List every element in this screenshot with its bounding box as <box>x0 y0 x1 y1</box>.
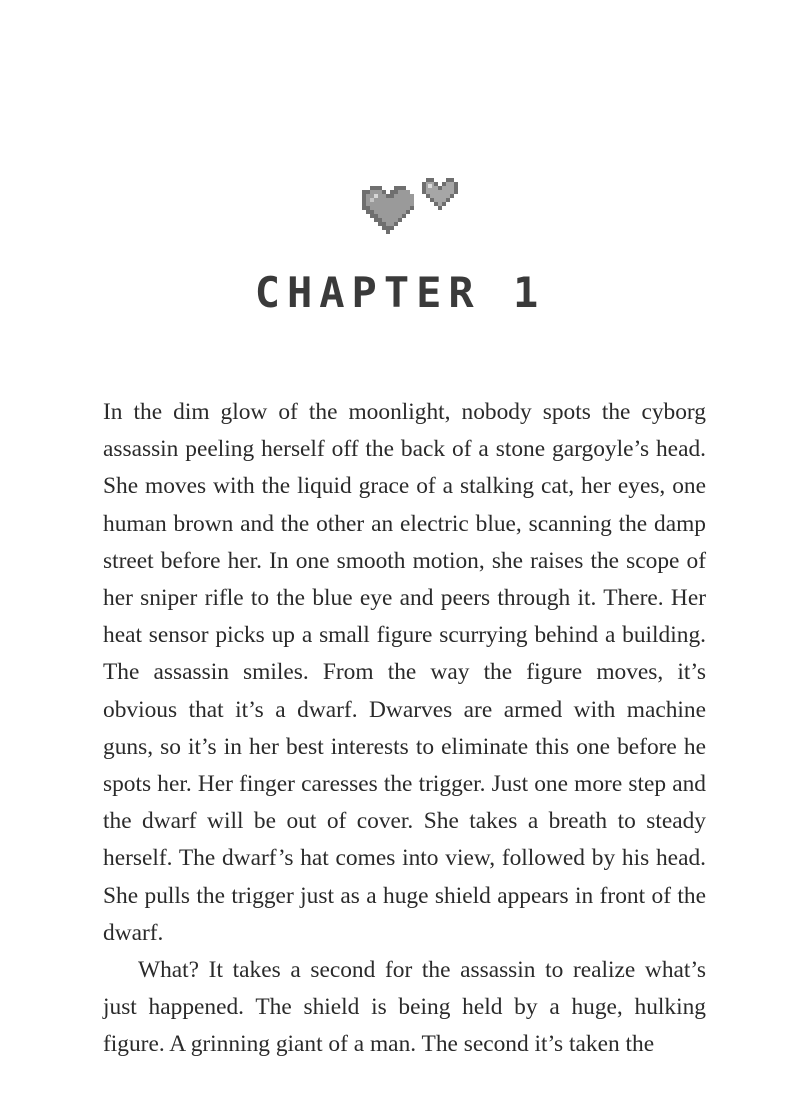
chapter-body <box>103 394 706 1064</box>
large-heart-icon <box>362 186 414 234</box>
small-heart-icon <box>422 178 458 210</box>
paragraph: What? It takes a second for the assassin to realize what’s just happened. The shield is being held by a huge, hulking figure. A grinning giant of a man. The second it’s taken the <box>103 957 706 1058</box>
paragraph: In the dim glow of the moonlight, nobody spots the cyborg assassin peeling herself off the back of a stone gargoyle’s head. She moves with the liquid grace of a stalking cat, her eyes, one human brown and the other an electric blue, scanning the damp street before her. In one smooth motion, she raises the scope of her sniper rifle to the blue eye and peers through it. There. Her heat sensor picks up a small figure scurrying behind a building. The assassin smiles. From the way the figure moves, it’s obvious that it’s a dwarf. Dwarves are armed with machine guns, so it’s in her best interests to eliminate this one before he spots her. Her finger caresses the trigger. Just one more step and the dwarf will be out of cover. She takes a breath to steady herself. The dwarf’s hat comes into view, followed by his head. She pulls the trigger just as a huge shield appears in front of the dwarf. <box>103 399 706 946</box>
pixel-hearts-icon <box>362 176 460 240</box>
chapter-heading: CHAPTER 1 <box>254 268 546 317</box>
